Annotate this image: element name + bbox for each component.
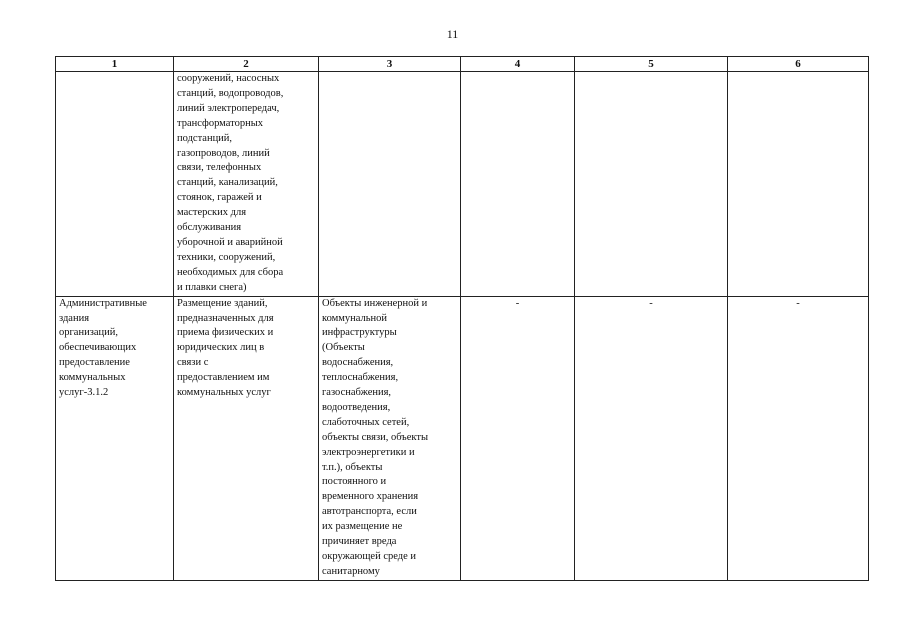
document-table <box>55 56 869 581</box>
table-cell: - <box>575 296 728 580</box>
table-header-row <box>56 57 869 72</box>
continuation-text: сооружений, насосных станций, водопроводов, линий электропередач, трансформаторных подстанций, газопроводов, линий связи, телефонных станций, канализаций, стоянок, гаражей и мастерских для обслуживания уборочной и аварийной техники, сооружений, необходимых для сбора и плавки снега) <box>177 73 284 293</box>
header-col-2: 2 <box>174 57 319 72</box>
table-cell <box>319 296 461 580</box>
permitted-objects: Объекты инженерной и коммунальной инфраструктуры (Объекты водоснабжения, теплоснабжения, газоснабжения, водоотведения, слаботочных сетей, объекты связи, объекты электроэнергетики и т.п.), объекты постоянного и временного хранения автотранспорта, если их размещение не причиняет вреда окружающей среде и санитарному <box>322 297 429 577</box>
header-col-1: 1 <box>56 57 174 72</box>
header-col-5: 5 <box>575 57 728 72</box>
table-cell <box>174 296 319 580</box>
table-row <box>56 296 869 580</box>
table-cell: - <box>461 296 575 580</box>
table-cell <box>461 72 575 297</box>
header-col-3: 3 <box>319 57 461 72</box>
table-cell <box>56 296 174 580</box>
table-cell <box>174 72 319 297</box>
header-col-6: 6 <box>728 57 869 72</box>
table-cell <box>319 72 461 297</box>
table-cell <box>575 72 728 297</box>
table-cell <box>728 72 869 297</box>
table-row <box>56 72 869 297</box>
page-number: 11 <box>446 27 459 41</box>
land-use-type: Административные здания организаций, обеспечивающих предоставление коммунальных услуг-3.1.2 <box>59 297 147 399</box>
header-col-4: 4 <box>461 57 575 72</box>
table-cell: - <box>728 296 869 580</box>
table-cell <box>56 72 174 297</box>
land-use-description: Размещение зданий, предназначенных для приема физических и юридических лиц в связи с предоставлением им коммунальных услуг <box>177 297 274 399</box>
